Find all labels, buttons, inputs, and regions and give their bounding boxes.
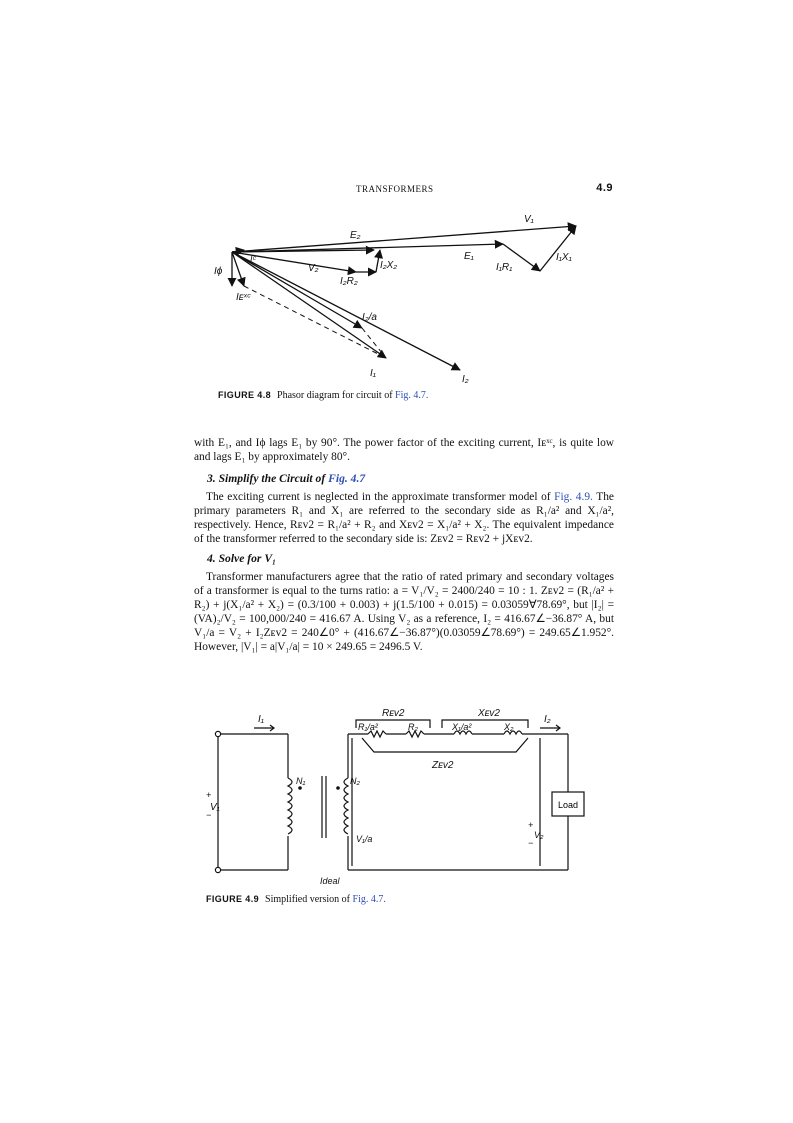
- label-iexc: Iᴇˣᶜ: [236, 292, 251, 303]
- section-4-heading: [207, 552, 276, 565]
- label-req2: Rᴇᴠ2: [382, 708, 405, 719]
- section-4-heading-text: 4. Solve for V₁: [207, 552, 277, 565]
- figure-4-9-caption-link[interactable]: Fig. 4.7.: [352, 894, 386, 905]
- label-xeq2: Xᴇᴠ2: [478, 708, 500, 719]
- dashed-i2a-construction: [362, 328, 386, 358]
- label-i2a: I₂/a: [362, 312, 377, 323]
- label-e2: E₂: [350, 230, 361, 241]
- label-plus-v1: +: [206, 790, 212, 800]
- label-v2: V₂: [308, 263, 319, 274]
- figure-4-8-caption-link[interactable]: Fig. 4.7.: [395, 390, 429, 401]
- paragraph-2: [194, 490, 614, 546]
- label-i2: I₂: [462, 374, 469, 385]
- label-x2: X₂: [504, 722, 514, 732]
- section-3-heading-link[interactable]: Fig. 4.7: [328, 472, 366, 485]
- label-i2r2: I₂R₂: [340, 276, 358, 287]
- label-v1: V₁: [524, 214, 534, 225]
- running-header: [200, 182, 613, 198]
- label-i1: I₁: [370, 368, 376, 379]
- section-3-heading-text: 3. Simplify the Circuit of: [207, 472, 326, 485]
- label-ic: Iᶜ: [250, 254, 256, 264]
- section-3-heading: [207, 472, 365, 485]
- phasor-diagram: [210, 208, 590, 388]
- i1x1-phasor: [540, 226, 576, 271]
- paragraph-2-link[interactable]: Fig. 4.9.: [554, 491, 593, 503]
- figure-4-9-caption-text: Simplified version of: [265, 894, 351, 905]
- paragraph-1-text: with E₁, and Iϕ lags E₁ by 90°. The power factor of the exciting current, Iᴇˣᶜ, is quite low and lags E₁ by approximately 80°.: [194, 437, 614, 463]
- figure-4-9-caption: [206, 894, 386, 905]
- label-i1r1: I₁R₁: [496, 262, 513, 273]
- label-plus-v2: +: [528, 820, 534, 830]
- label-i1x1: I₁X₁: [556, 252, 572, 263]
- label-zeq2: Zᴇᴠ2: [432, 760, 454, 771]
- v1-phasor: [232, 226, 576, 252]
- figure-4-8-caption-text: Phasor diagram for circuit of: [277, 390, 393, 401]
- circuit-diagram: [200, 708, 600, 888]
- load-label: Load: [558, 800, 579, 810]
- figure-4-9-label: FIGURE 4.9: [206, 894, 260, 904]
- label-n2: N₂: [350, 776, 360, 786]
- paragraph-2-lead: The exciting current is neglected in the approximate transformer model of: [206, 491, 551, 503]
- label-r1a2: R₁/a²: [358, 722, 378, 732]
- label-i2x2: I₂X₂: [380, 260, 398, 271]
- page-number: 4.9: [596, 182, 613, 194]
- label-minus-v2: −: [528, 838, 534, 848]
- label-v1-circuit: V₁: [210, 802, 220, 813]
- running-title: TRANSFORMERS: [356, 184, 434, 194]
- label-v2-circuit: V₂: [534, 830, 544, 840]
- label-n1: N₁: [296, 776, 306, 786]
- paragraph-3: [194, 570, 614, 654]
- paragraph-3-text: Transformer manufacturers agree that the ratio of rated primary and secondary voltages of a transformer is equal to the turns ratio: a = V₁/V₂ = 2400/240 = 10 : 1. Zᴇᴠ2 = (R₁/a² + R₂) + j(X₁/a² + X₂) = (0.3/100 + 0.003) + j(1.5/100 + 0.015) = 0.03059∀78.69°, but |I₂| = (VA)₂/V₂ = 100,000/240 = 416.67 A. Using V₂ as a reference, I₂ = 416.67∠−36.87° A, but V₁/a = V₂ + I₂Zᴇᴠ2 = 240∠0° + (416.67∠−36.87°)(0.03059∠78.69°) = 249.65∠1.952°. However, |V₁| = a|V₁/a| = 10 × 249.65 = 2496.5 V.: [194, 571, 614, 653]
- label-i2-circuit: I₂: [544, 714, 551, 725]
- label-iphi: Iϕ: [214, 266, 223, 277]
- label-x1a2: X₁/a²: [452, 722, 472, 732]
- paragraph-2-rest: The primary parameters R₁ and X₁ are referred to the secondary side as R₁/a² and X₁/a², respectively. Hence, Rᴇᴠ2 = R₁/a² + R₂ and Xᴇᴠ2 = X₁/a² + X₂. The equivalent impedance of the transformer referred to the secondary side is: Zᴇᴠ2 = Rᴇᴠ2 + jXᴇᴠ2.: [194, 491, 614, 545]
- paragraph-1: [194, 436, 614, 464]
- label-ideal: Ideal: [320, 876, 340, 886]
- i2-phasor: [232, 252, 460, 370]
- label-r2: R₂: [408, 722, 418, 732]
- label-minus-v1: −: [206, 810, 212, 820]
- label-v1a: V₁/a: [356, 834, 373, 844]
- label-i1-circuit: I₁: [258, 714, 264, 725]
- label-e1: E₁: [464, 251, 474, 262]
- figure-4-8-caption: [218, 390, 428, 401]
- figure-4-8-label: FIGURE 4.8: [218, 390, 272, 400]
